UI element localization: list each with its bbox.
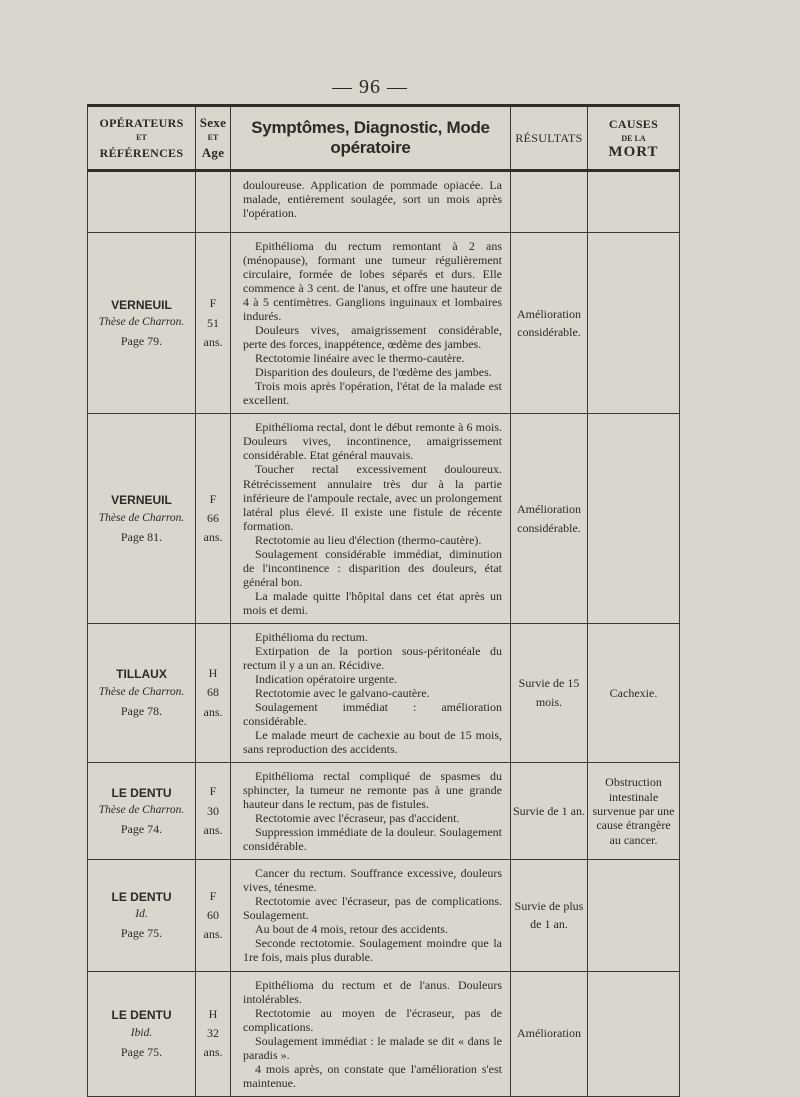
- operator-name: LE DENTU: [111, 889, 172, 904]
- sex-value: H: [208, 1006, 218, 1021]
- symptoms-cell: [231, 763, 511, 860]
- symptom-paragraph: Soulagement immédiat : amélioration considérable.: [243, 699, 502, 728]
- symptom-paragraph: Seconde rectotomie. Soulagement moindre que la 1re fois, mais plus durable.: [243, 936, 502, 965]
- symptom-paragraph: douloureuse. Application de pommade opiacée. La malade, entièrement soulagée, sort un mois après l'opération.: [243, 178, 502, 221]
- age-value: 60: [207, 907, 219, 922]
- symptoms-cell: [231, 171, 511, 233]
- symptom-paragraph: Cancer du rectum. Souffrance excessive, douleurs vives, ténesme.: [243, 866, 502, 895]
- sex-age-cell: [196, 971, 231, 1096]
- result-cell: Survie de 15 mois.: [511, 623, 588, 762]
- symptom-paragraph: Epithélioma du rectum remontant à 2 ans (ménopause), formant une tumeur régulièrement circulaire, formée de lobes séparés et durs. Elle commence à 3 cent. de l'anus, et offre une hauteur de 4 à 5 centimètres. Ganglions inguinaux et lombaires indurés.: [243, 239, 502, 324]
- table-row: [88, 763, 680, 860]
- header-results: RÉSULTATS: [511, 106, 588, 171]
- header-sex-age: Sexe ET Age: [196, 106, 231, 171]
- operator-reference: Thèse de Charron.: [98, 511, 185, 524]
- result-cell: Amélioration considérable.: [511, 414, 588, 623]
- page-number: — 96 —: [332, 76, 408, 98]
- age-unit: ans.: [203, 1045, 223, 1060]
- reference-page: Page 74.: [120, 822, 163, 837]
- symptom-paragraph: Douleurs vives, amaigrissement considérable, perte des forces, inappétence, œdème des jambes.: [243, 323, 502, 352]
- age-value: 30: [207, 803, 219, 818]
- symptom-paragraph: Rectotomie au lieu d'élection (thermo-cautère).: [255, 532, 482, 547]
- operator-cell: [88, 763, 196, 860]
- result-cell: Survie de plus de 1 an.: [511, 860, 588, 971]
- cause-cell: Cachexie.: [588, 623, 680, 762]
- result-cell: Amélioration: [511, 971, 588, 1096]
- symptom-paragraph: Au bout de 4 mois, retour des accidents.: [255, 922, 448, 937]
- result-cell: Amélioration considérable.: [511, 233, 588, 414]
- table-row: [88, 623, 680, 762]
- table-row: [88, 233, 680, 414]
- age-unit: ans.: [203, 334, 223, 349]
- operator-reference: Thèse de Charron.: [98, 686, 185, 699]
- cause-cell: Obstruction intestinale survenue par une cause étrangère au cancer.: [588, 763, 680, 860]
- symptom-paragraph: Epithélioma rectal compliqué de spasmes du sphincter, la tumeur ne remonte pas à une grande hauteur dans le rectum, pas de fistules.: [243, 769, 502, 812]
- age-unit: ans.: [203, 926, 223, 941]
- header-operators: OPÉRATEURS ET RÉFÉRENCES: [88, 106, 196, 171]
- symptom-paragraph: Soulagement considérable immédiat, diminution de l'incontinence : disparition des douleurs, état général bon.: [243, 546, 502, 589]
- symptom-paragraph: Toucher rectal excessivement douloureux. Rétrécissement annulaire très dur à la partie inférieure de l'ampoule rectale, avec un prolongement latéral plus élevé. Il existe une fistule de récente formation.: [243, 462, 502, 533]
- symptom-paragraph: Epithélioma rectal, dont le début remonte à 6 mois. Douleurs vives, incontinence, amaigrissement considérable. Etat général mauvais.: [243, 420, 502, 463]
- reference-page: Page 81.: [120, 529, 163, 544]
- cases-table: [87, 104, 680, 1097]
- sex-value: F: [209, 491, 217, 506]
- operator-name: VERNEUIL: [111, 493, 172, 508]
- header-symptoms: Symptômes, Diagnostic, Mode opératoire: [231, 106, 511, 171]
- sex-age-cell: [196, 171, 231, 233]
- age-unit: ans.: [203, 704, 223, 719]
- symptom-paragraph: Suppression immédiate de la douleur. Soulagement considérable.: [243, 825, 502, 854]
- symptom-paragraph: Rectotomie avec l'écraseur, pas d'accident.: [255, 811, 460, 826]
- operator-reference: Thèse de Charron.: [98, 804, 185, 817]
- sex-age-cell: [196, 233, 231, 414]
- symptom-paragraph: Epithélioma du rectum.: [255, 629, 368, 644]
- symptoms-cell: [231, 233, 511, 414]
- symptoms-cell: [231, 860, 511, 971]
- age-unit: ans.: [203, 530, 223, 545]
- cause-cell: [588, 233, 680, 414]
- operator-cell: [88, 623, 196, 762]
- sex-value: F: [209, 888, 217, 903]
- reference-page: Page 75.: [120, 1044, 163, 1059]
- age-value: 68: [207, 685, 219, 700]
- cause-cell: [588, 860, 680, 971]
- sex-age-cell: [196, 623, 231, 762]
- symptom-paragraph: Le malade meurt de cachexie au bout de 15 mois, sans reproduction des accidents.: [243, 728, 502, 757]
- symptom-paragraph: Rectotomie linéaire avec le thermo-cautère.: [255, 351, 465, 366]
- symptom-paragraph: 4 mois après, on constate que l'amélioration s'est maintenue.: [243, 1061, 502, 1090]
- operator-cell: [88, 860, 196, 971]
- table-row: [88, 171, 680, 233]
- sex-value: H: [208, 666, 218, 681]
- result-cell: Survie de 1 an.: [511, 763, 588, 860]
- symptom-paragraph: Rectotomie avec le galvano-cautère.: [255, 685, 430, 700]
- result-cell: [511, 171, 588, 233]
- operator-name: LE DENTU: [111, 1008, 172, 1023]
- cause-cell: [588, 414, 680, 623]
- table-row: [88, 414, 680, 623]
- symptom-paragraph: Disparition des douleurs, de l'œdème des jambes.: [255, 365, 492, 380]
- operator-name: VERNEUIL: [111, 297, 172, 312]
- header-causes: CAUSES DE LA MORT: [588, 106, 680, 171]
- symptom-paragraph: Extirpation de la portion sous-péritonéale du rectum il y a un an. Récidive.: [243, 643, 502, 672]
- sex-value: F: [209, 784, 217, 799]
- operator-reference: Id.: [135, 908, 148, 921]
- sex-age-cell: [196, 860, 231, 971]
- operator-reference: Ibid.: [130, 1026, 153, 1039]
- operator-reference: Thèse de Charron.: [98, 316, 185, 329]
- cause-cell: [588, 971, 680, 1096]
- operator-cell: [88, 171, 196, 233]
- sex-age-cell: [196, 414, 231, 623]
- symptoms-cell: [231, 623, 511, 762]
- table-row: [88, 971, 680, 1096]
- symptom-paragraph: Indication opératoire urgente.: [255, 671, 398, 686]
- table-header: [88, 106, 680, 171]
- symptom-paragraph: Rectotomie au moyen de l'écraseur, pas de complications.: [243, 1005, 502, 1034]
- age-unit: ans.: [203, 822, 223, 837]
- symptoms-cell: [231, 414, 511, 623]
- table-row: [88, 860, 680, 971]
- operator-cell: [88, 233, 196, 414]
- symptom-paragraph: Epithélioma du rectum et de l'anus. Douleurs intolérables.: [243, 977, 502, 1006]
- reference-page: Page 75.: [120, 926, 163, 941]
- symptom-paragraph: La malade quitte l'hôpital dans cet état après un mois et demi.: [243, 588, 502, 617]
- symptoms-cell: [231, 971, 511, 1096]
- operator-cell: [88, 971, 196, 1096]
- sex-value: F: [209, 296, 217, 311]
- age-value: 32: [207, 1026, 219, 1041]
- reference-page: Page 78.: [120, 703, 163, 718]
- operator-name: LE DENTU: [111, 785, 172, 800]
- age-value: 51: [207, 315, 219, 330]
- cause-cell: [588, 171, 680, 233]
- sex-age-cell: [196, 763, 231, 860]
- reference-page: Page 79.: [120, 334, 163, 349]
- operator-cell: [88, 414, 196, 623]
- symptom-paragraph: Rectotomie avec l'écraseur, pas de complications. Soulagement.: [243, 894, 502, 923]
- symptom-paragraph: Trois mois après l'opération, l'état de la malade est excellent.: [243, 379, 502, 408]
- operator-name: TILLAUX: [116, 667, 167, 682]
- age-value: 66: [207, 511, 219, 525]
- symptom-paragraph: Soulagement immédiat : le malade se dit « dans le paradis ».: [243, 1033, 502, 1062]
